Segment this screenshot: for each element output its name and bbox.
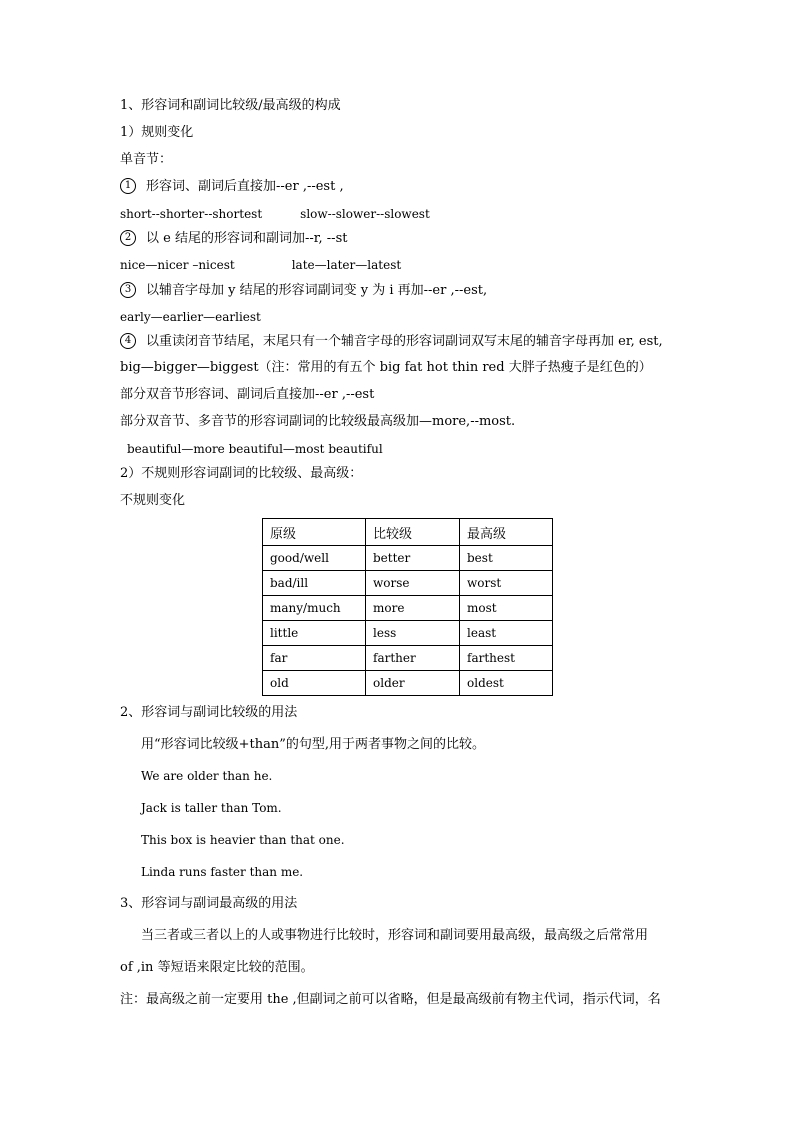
table-cell: less xyxy=(366,621,460,646)
section2-description: 用“形容词比较级+than”的句型,用于两者事物之间的比较。 xyxy=(141,737,486,752)
circled-number-4: 4 xyxy=(120,333,136,349)
section3-title: 3、形容词与副词最高级的用法 xyxy=(120,896,298,911)
rule-1-text: 形容词、副词后直接加--er ,--est , xyxy=(146,179,344,194)
double-syllable-rule: 部分双音节形容词、副词后直接加--er ,--est xyxy=(120,387,375,402)
table-cell: worse xyxy=(366,571,460,596)
table-cell: farther xyxy=(366,646,460,671)
table-cell: bad/ill xyxy=(263,571,366,596)
rule-4 xyxy=(120,333,663,351)
table-cell: better xyxy=(366,546,460,571)
table-cell: far xyxy=(263,646,366,671)
header-base-form: 原级 xyxy=(263,519,366,546)
irregular-label: 不规则变化 xyxy=(120,493,186,508)
table-cell: good/well xyxy=(263,546,366,571)
circled-number-1: 1 xyxy=(120,178,136,194)
table-row xyxy=(263,621,553,646)
regular-change-heading: 1）规则变化 xyxy=(120,125,194,140)
comparative-example: This box is heavier than that one. xyxy=(141,833,345,847)
comparative-example: Linda runs faster than me. xyxy=(141,865,304,879)
table-header-row xyxy=(263,519,553,546)
example-1b: slow--slower--slowest xyxy=(300,207,430,221)
example-2a: nice—nicer –nicest xyxy=(120,258,235,272)
section3-note: 注：最高级之前一定要用 the ,但副词之前可以省略，但是最高级前有物主代词，指示代词，名 xyxy=(120,992,661,1007)
rule-4-text: 以重读闭音节结尾，末尾只有一个辅音字母的形容词副词双写末尾的辅音字母再加 er, est, xyxy=(146,334,663,349)
circled-number-3: 3 xyxy=(120,282,136,298)
table-cell: most xyxy=(460,596,553,621)
header-comparative: 比较级 xyxy=(366,519,460,546)
table-row xyxy=(263,646,553,671)
rule-2 xyxy=(120,230,347,248)
table-row xyxy=(263,546,553,571)
comparative-example: Jack is taller than Tom. xyxy=(141,801,282,815)
table-row xyxy=(263,671,553,696)
circled-number-2: 2 xyxy=(120,230,136,246)
table-cell: many/much xyxy=(263,596,366,621)
table-row xyxy=(263,596,553,621)
table-cell: old xyxy=(263,671,366,696)
rule-2-text: 以 e 结尾的形容词和副词加--r, --st xyxy=(146,231,348,246)
section1-title: 1、形容词和副词比较级/最高级的构成 xyxy=(120,98,341,113)
header-superlative: 最高级 xyxy=(460,519,553,546)
single-syllable-label: 单音节： xyxy=(120,152,173,167)
comparative-example: We are older than he. xyxy=(141,769,273,783)
table-cell: oldest xyxy=(460,671,553,696)
section3-description-line1: 当三者或三者以上的人或事物进行比较时，形容词和副词要用最高级，最高级之后常常用 xyxy=(141,928,649,943)
table-cell: least xyxy=(460,621,553,646)
example-3: early—earlier—earliest xyxy=(120,310,261,324)
section2-title: 2、形容词与副词比较级的用法 xyxy=(120,705,298,720)
table-cell: worst xyxy=(460,571,553,596)
example-2 xyxy=(120,256,401,274)
rule-1 xyxy=(120,178,344,196)
multi-syllable-rule: 部分双音节、多音节的形容词副词的比较级最高级加—more,--most. xyxy=(120,414,516,429)
section3-description-line2: of ,in 等短语来限定比较的范围。 xyxy=(120,960,314,975)
example-1 xyxy=(120,205,430,223)
example-2b: late—later—latest xyxy=(291,258,402,272)
rule-3-text: 以辅音字母加 y 结尾的形容词副词变 y 为 i 再加--er ,--est, xyxy=(146,283,488,298)
table-cell: best xyxy=(460,546,553,571)
example-1a: short--shorter--shortest xyxy=(120,207,263,221)
table-row xyxy=(263,571,553,596)
rule-3 xyxy=(120,282,487,300)
table-cell: older xyxy=(366,671,460,696)
table-cell: more xyxy=(366,596,460,621)
example-4: big—bigger—biggest（注：常用的有五个 big fat hot thin red 大胖子热瘦子是红色的） xyxy=(120,360,652,375)
irregular-heading: 2）不规则形容词副词的比较级、最高级： xyxy=(120,466,363,481)
table-cell: little xyxy=(263,621,366,646)
irregular-forms-table xyxy=(262,518,553,696)
table-cell: farthest xyxy=(460,646,553,671)
example-5: beautiful—more beautiful—most beautiful xyxy=(127,442,383,456)
